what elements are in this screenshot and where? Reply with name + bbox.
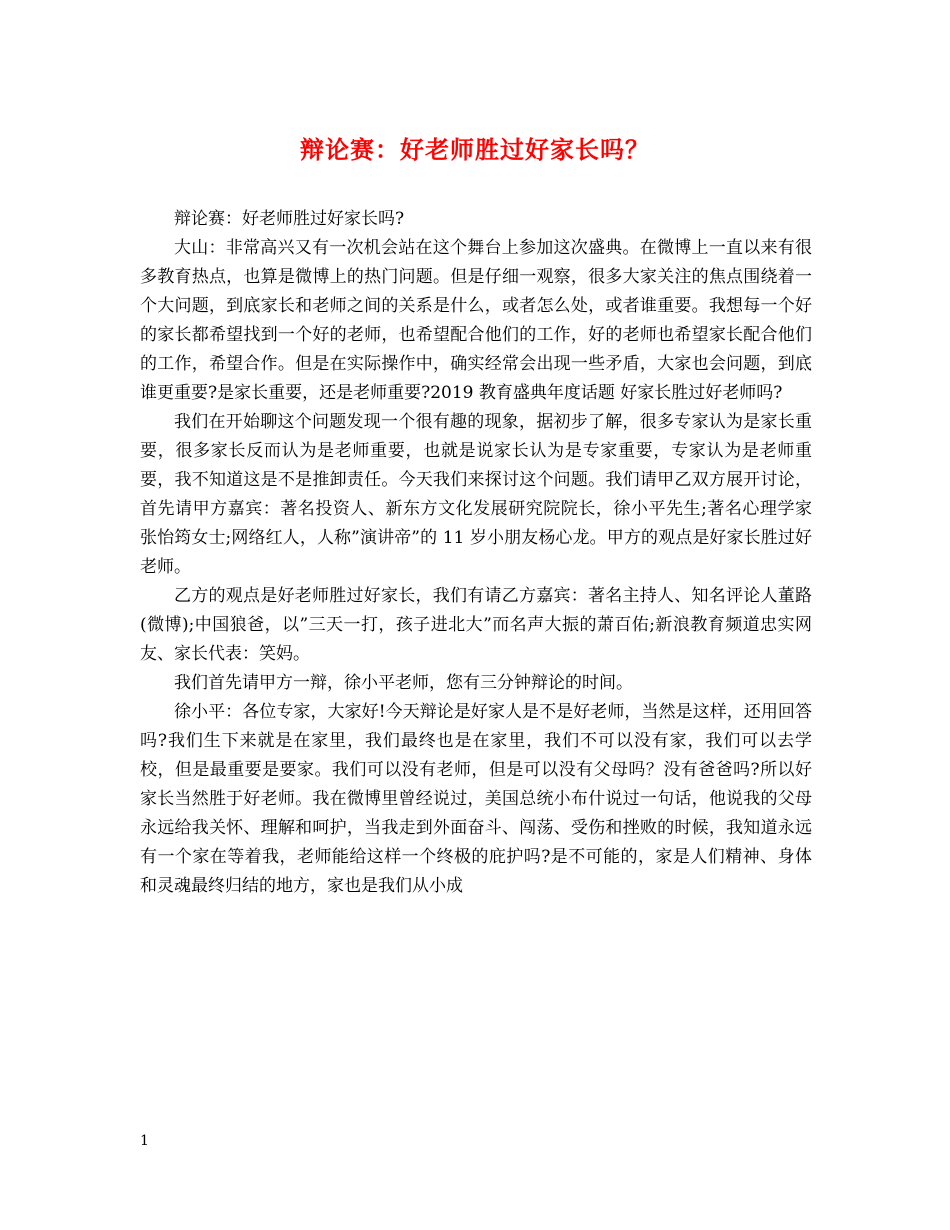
document-body bbox=[140, 205, 812, 901]
paragraph-xu-xiaoping-argument: 徐小平：各位专家，大家好!今天辩论是好家人是不是好老师，当然是这样，还用回答吗?我们生下来就是在家里，我们最终也是在家里，我们不可以没有家，我们可以去学校，但是最重要是要家。我们可以没有老师，但是可以没有父母吗？没有爸爸吗?所以好家长当然胜于好老师。我在微博里曾经说过，美国总统小布什说过一句话，他说我的父母永远给我关怀、理解和呵护，当我走到外面奋斗、闯荡、受伤和挫败的时候，我知道永远有一个家在等着我，老师能给这样一个终极的庇护吗?是不可能的，家是人们精神、身体和灵魂最终归结的地方，家也是我们从小成 bbox=[140, 702, 812, 896]
paragraph-dashan-intro: 大山：非常高兴又有一次机会站在这个舞台上参加这次盛典。在微博上一直以来有很多教育热点，也算是微博上的热门问题。但是仔细一观察，很多大家关注的焦点围绕着一个大问题，到底家长和老师之间的关系是什么，或者怎么处，或者谁重要。我想每一个好的家长都希望找到一个好的老师，也希望配合他们的工作，好的老师也希望家长配合他们的工作，希望合作。但是在实际操作中，确实经常会出现一些矛盾，大家也会问题，到底谁更重要?是家长重要，还是老师重要?2019 教育盛典年度话题 好家长胜过好老师吗? bbox=[140, 238, 812, 403]
paragraph-first-speaker-call: 我们首先请甲方一辩，徐小平老师，您有三分钟辩论的时间。 bbox=[174, 673, 633, 693]
paragraph-side-b-guests: 乙方的观点是好老师胜过好家长，我们有请乙方嘉宾：著名主持人、知名评论人董路(微博);中国狼爸，以”三天一打，孩子进北大”而名声大振的萧百佑;新浪教育频道忠实网友、家长代表：笑妈。 bbox=[140, 586, 812, 664]
document-title: 辩论赛：好老师胜过好家长吗？ bbox=[300, 135, 650, 164]
paragraph-heading-repeat: 辩论赛：好老师胜过好家长吗? bbox=[174, 209, 405, 229]
page-number: 1 bbox=[140, 1133, 149, 1149]
paragraph-side-a-guests: 我们在开始聊这个问题发现一个很有趣的现象，据初步了解，很多专家认为是家长重要，很多家长反而认为是老师重要，也就是说家长认为是专家重要，专家认为是老师重要，我不知道这是不是推卸责任。今天我们来探讨这个问题。我们请甲乙双方展开讨论，首先请甲方嘉宾：著名投资人、新东方文化发展研究院院长，徐小平先生;著名心理学家 张怡筠女士;网络红人，人称”演讲帝”的 11 岁小朋友杨心龙。甲方的观点是好家长胜过好老师。 bbox=[140, 412, 812, 577]
